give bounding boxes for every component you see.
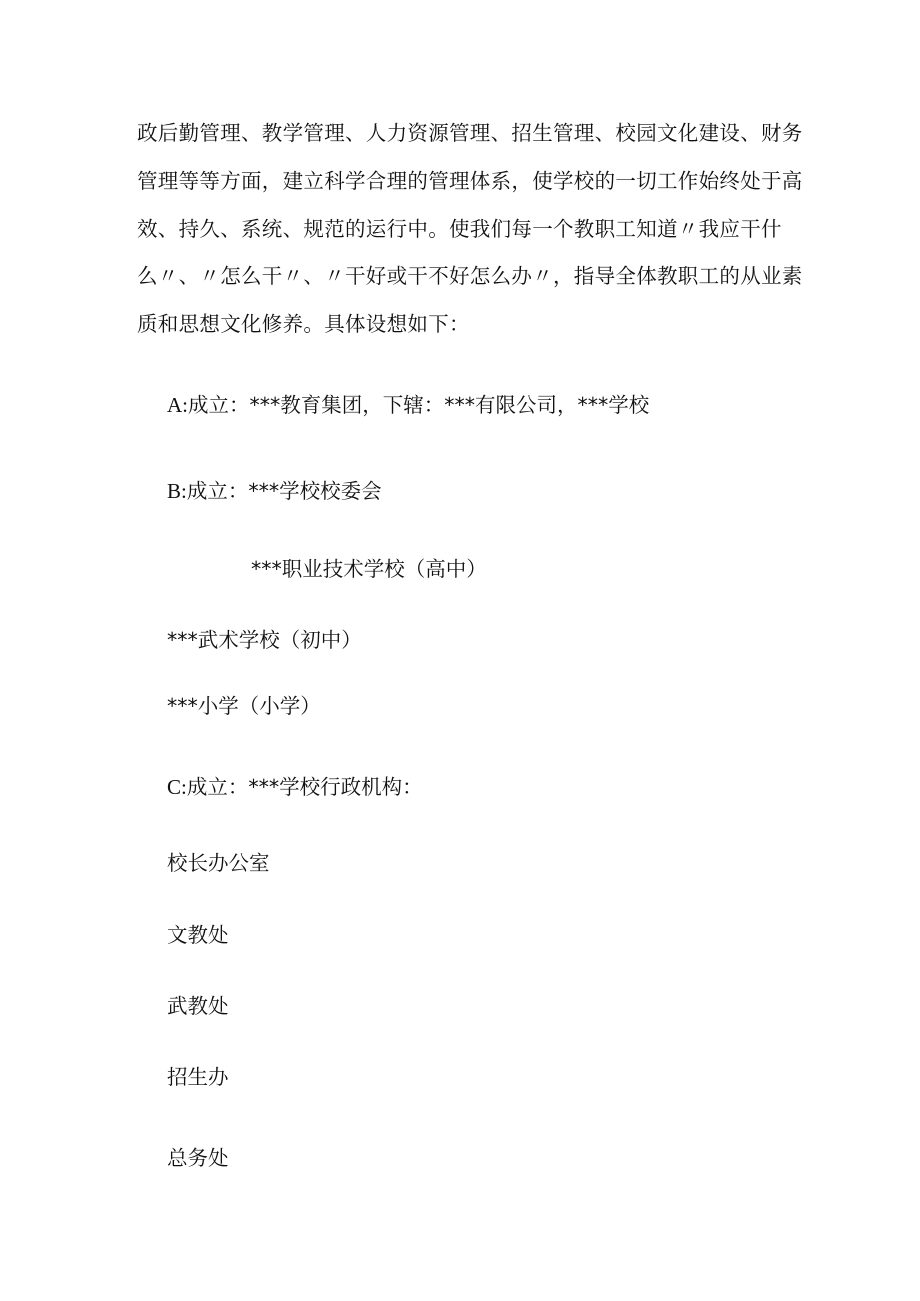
- paragraph-line-2: 管理等等方面，建立科学合理的管理体系，使学校的一切工作始终处于高: [137, 169, 803, 193]
- item-c-prefix: C:: [167, 775, 187, 799]
- paragraph-line-1: 政后勤管理、教学管理、人力资源管理、招生管理、校园文化建设、财务: [137, 121, 803, 145]
- item-c-sub-martial-office: 武教处: [167, 994, 229, 1018]
- paragraph-line-4: 么〃、〃怎么干〃、〃干好或干不好怎么办〃，指导全体教职工的从业素: [137, 264, 803, 288]
- item-c: [167, 773, 423, 801]
- item-b-sub-martial-arts-school: ***武术学校（初中）: [167, 628, 362, 652]
- item-a-text: 成立：***教育集团，下辖：***有限公司，***学校: [188, 393, 650, 417]
- item-b-sub-vocational-school: ***职业技术学校（高中）: [251, 557, 487, 581]
- item-b: [167, 477, 382, 505]
- item-c-sub-academic-office: 文教处: [167, 923, 229, 947]
- item-a: [167, 391, 649, 419]
- paragraph-line-5: 质和思想文化修养。具体设想如下：: [137, 312, 470, 336]
- item-c-sub-admissions-office: 招生办: [167, 1065, 229, 1089]
- item-a-prefix: A:: [167, 393, 188, 417]
- item-b-prefix: B:: [167, 479, 187, 503]
- item-c-sub-principal-office: 校长办公室: [167, 851, 270, 875]
- paragraph-line-3: 效、持久、系统、规范的运行中。使我们每一个教职工知道〃我应干什: [137, 217, 782, 241]
- item-c-sub-general-affairs: 总务处: [167, 1146, 229, 1170]
- item-c-text: 成立：***学校行政机构：: [186, 775, 423, 799]
- item-b-sub-primary-school: ***小学（小学）: [167, 694, 321, 718]
- item-b-text: 成立：***学校校委会: [186, 479, 382, 503]
